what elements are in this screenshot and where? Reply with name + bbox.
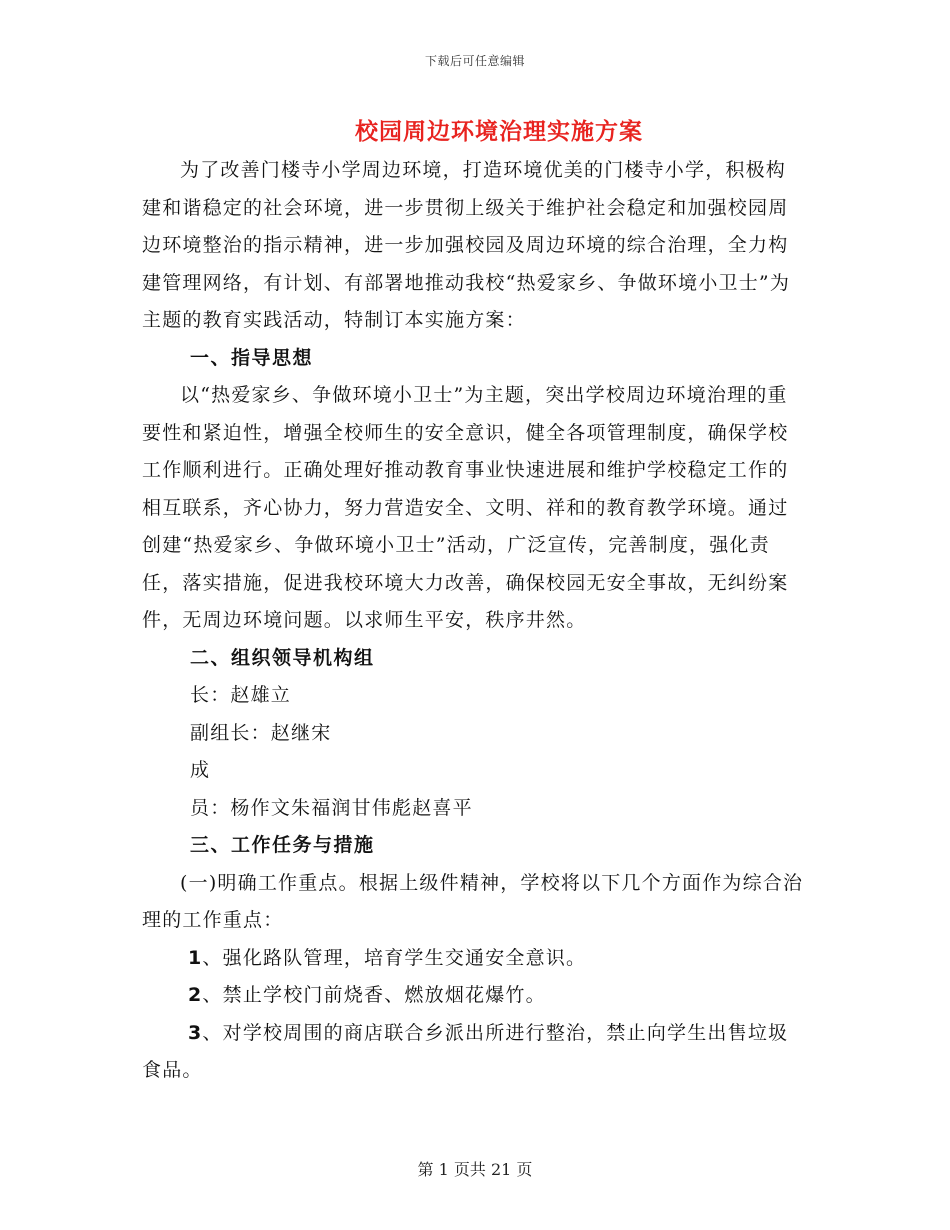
list-item: [142, 977, 806, 1015]
list-item-number: 1: [188, 946, 203, 969]
members-prefix-line: 成: [190, 759, 211, 781]
page-header-note: 下载后可任意编辑: [424, 54, 525, 68]
list-item-number: 3: [188, 1021, 203, 1044]
section-1-heading: 一、指导思想: [190, 346, 314, 369]
document-title: 校园周边环境治理实施方案: [355, 118, 643, 145]
list-item-text: 、禁止学校门前烧香、燃放烟花爆竹。: [202, 984, 546, 1006]
section-1-body: 以“热爱家乡、争做环境小卫士”为主题，突出学校周边环境治理的重要性和紧迫性，增强全校师生的安全意识，健全各项管理制度，确保学校工作顺利进行。正确处理好推动教育事业快速进展和维护学校稳定工作的相互联系，齐心协力，努力营造安全、文明、祥和的教育教学环境。通过创建“热爱家乡、争做环境小卫士”活动，广泛宣传，完善制度，强化责任，落实措施，促进我校环境大力改善，确保校园无安全事故，无纠纷案件，无周边环境问题。以求师生平安，秩序井然。: [142, 384, 789, 631]
list-item: [142, 1015, 806, 1090]
intro-paragraph: 为了改善门楼寺小学周边环境，打造环境优美的门楼寺小学，积极构建和谐稳定的社会环境，进一步贯彻上级关于维护社会稳定和加强校园周边环境整治的指示精神，进一步加强校园及周边环境的综合治理，全力构建管理网络，有计划、有部署地推动我校“热爱家乡、争做环境小卫士”为主题的教育实践活动，特制订本实施方案：: [142, 159, 791, 331]
members-line: 员：杨作文朱福润甘伟彪赵喜平: [190, 796, 473, 819]
section-3-intro: (一)明确工作重点。根据上级件精神，学校将以下几个方面作为综合治理的工作重点：: [142, 871, 804, 931]
list-item-text: 、对学校周围的商店联合乡派出所进行整治，禁止向学生出售垃圾食品。: [142, 1021, 789, 1081]
group-leader-line: 长：赵雄立: [190, 684, 292, 706]
list-item: [142, 940, 806, 978]
page-number: 第 1 页共 21 页: [417, 1160, 533, 1179]
section-2-heading: 二、组织领导机构组: [190, 646, 375, 669]
list-item-text: 、强化路队管理，培育学生交通安全意识。: [202, 946, 587, 969]
document-body: [142, 152, 806, 1090]
list-item-number: 2: [188, 984, 203, 1006]
section-3-heading: 三、工作任务与措施: [190, 834, 375, 856]
deputy-leader-line: 副组长：赵继宋: [190, 721, 332, 744]
